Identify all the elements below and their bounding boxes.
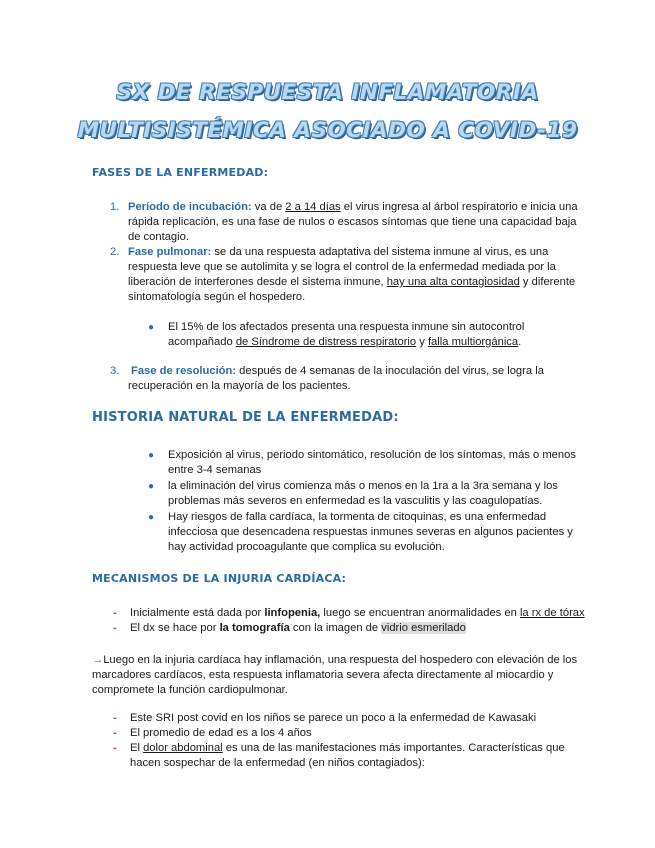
text: con la imagen de (289, 622, 382, 634)
text: el virus ingresa al árbol respiratorio e inicia una (340, 201, 578, 213)
text: El dx se hace por (130, 622, 220, 634)
text: luego se encuentran anormalidades en (320, 607, 520, 619)
text-line: rápida replicación, es una fase de nulos o escasos síntomas que tiene una capacidad baja (128, 216, 577, 228)
list-item-incubacion (128, 200, 578, 215)
text: va de (251, 201, 286, 213)
text-line (128, 275, 575, 290)
list-number: 3. (110, 365, 120, 377)
text: liberación de interferones desde el sistema inmune, (128, 276, 387, 288)
text-line: Hay riesgos de falla cardíaca, la tormenta de citoquinas, es una enfermedad (168, 511, 547, 523)
text: después de 4 semanas de la inoculación del virus, se logra la (236, 365, 544, 377)
text-line: El promedio de edad es a los 4 años (130, 727, 312, 739)
text: Inicialmente está dada por (130, 607, 265, 619)
text-line: la eliminación del virus comienza más o menos en la 1ra a la 3ra semana y los (168, 480, 558, 492)
text: y (416, 336, 428, 348)
text-line: problemas más severos en enfermedad es la vasculitis y las coagulopatías. (168, 495, 543, 507)
text-line: respuesta leve que se autolimita y se logra el control de la enfermedad mediada por la (128, 261, 556, 273)
text-line: sintomatología según el hospedero. (128, 291, 306, 303)
text: es una de las manifestaciones más importantes. Características que (222, 742, 565, 754)
arrow-right-icon: → (92, 654, 104, 666)
term-label: Fase pulmonar: (128, 246, 212, 258)
term-label: Fase de resolución: (131, 365, 237, 377)
underlined-text: dolor abdominal (143, 742, 223, 754)
title-line-1: SX DE RESPUESTA INFLAMATORIA (116, 80, 539, 105)
term-label: Período de incubación: (128, 201, 252, 213)
section-heading-mecanismos: MECANISMOS DE LA INJURIA CARDÍACA: (92, 572, 347, 585)
bullet-icon: ● (148, 322, 155, 333)
bold-text: linfopenia, (264, 607, 321, 619)
underlined-text: la rx de tórax (519, 607, 585, 619)
dash-marker: - (113, 622, 117, 634)
text-line: compromete la función cardiopulmonar. (92, 684, 288, 696)
bullet-icon: ● (148, 512, 155, 523)
text-line: hacen sospechar de la enfermedad (en niños contagiados): (130, 757, 425, 769)
section-heading-fases: FASES DE LA ENFERMEDAD: (92, 166, 269, 179)
underlined-text: falla multiorgánica (427, 336, 519, 348)
text: y diferente (519, 276, 576, 288)
text: Luego en la injuria cardíaca hay inflamación, una respuesta del hospedero con elevación de los (103, 654, 578, 666)
bullet-icon: ● (148, 481, 155, 492)
underlined-text: hay una alta contagiosidad (386, 276, 520, 288)
text-line (168, 335, 521, 350)
text-line: de contagio. (128, 231, 189, 243)
text-line: Exposición al virus, periodo sintomático, resolución de los síntomas, más o menos (168, 449, 576, 461)
text-line: hay actividad procoagulante que complica su evolución. (168, 541, 445, 553)
list-number: 1. (110, 201, 120, 213)
text-line (92, 653, 577, 668)
bullet-icon: ● (148, 450, 155, 461)
text-line: El 15% de los afectados presenta una respuesta inmune sin autocontrol (168, 321, 525, 333)
text: acompañado (168, 336, 236, 348)
text-line: infecciosa que desencadena respuestas inmunes severas en algunos pacientes y (168, 526, 573, 538)
highlighted-text: vidrio esmerilado (381, 622, 466, 634)
list-item-resolucion (131, 364, 544, 379)
text-line (130, 621, 466, 636)
text-line: marcadores cardíacos, esta respuesta inflamatoria severa afecta directamente al miocardio y (92, 669, 554, 681)
list-item-pulmonar (128, 245, 548, 260)
text: El (130, 742, 144, 754)
text-line (130, 606, 585, 621)
title-line-2: MULTISISTÉMICA ASOCIADO A COVID-19 (77, 118, 578, 143)
dash-marker: - (113, 712, 117, 724)
dash-marker: - (113, 742, 117, 754)
text: . (518, 336, 522, 348)
dash-marker: - (113, 727, 117, 739)
text: se da una respuesta adaptativa del sistema inmune al virus, es una (211, 246, 549, 258)
text-line: Este SRI post covid en los niños se parece un poco a la enfermedad de Kawasaki (130, 712, 537, 724)
text-line: recuperación en la mayoría de los pacientes. (128, 380, 351, 392)
bold-text: la tomografía (219, 622, 290, 634)
section-heading-historia: HISTORIA NATURAL DE LA ENFERMEDAD: (92, 410, 399, 425)
list-number: 2. (110, 246, 120, 258)
dash-marker: - (113, 607, 117, 619)
text-line (130, 741, 565, 756)
underlined-text: de Síndrome de distress respiratorio (235, 336, 417, 348)
underlined-text: 2 a 14 días (285, 201, 341, 213)
text-line: entre 3-4 semanas (168, 464, 262, 476)
